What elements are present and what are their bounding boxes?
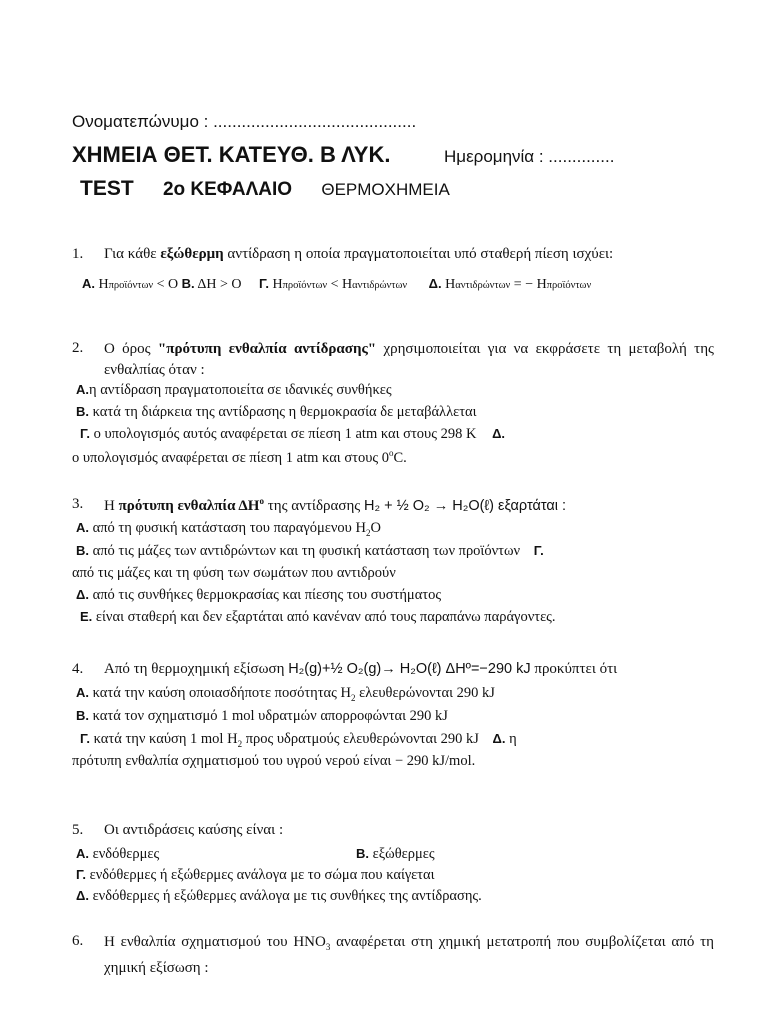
q5-option-b-label: Β. bbox=[356, 846, 369, 861]
q3-option-a-end: Ο bbox=[370, 520, 381, 536]
q4-option-a-end: ελευθερώνονται 290 kJ bbox=[355, 685, 495, 701]
q2-option-b-label: Β. bbox=[76, 404, 89, 419]
q2-option-d bbox=[72, 448, 407, 467]
q1-option-a-sub: προϊόντων bbox=[108, 280, 154, 291]
q3-option-a-sub: 2 bbox=[365, 527, 371, 538]
question-5-number: 5. bbox=[72, 822, 84, 838]
q2-option-d-label: Δ. bbox=[492, 426, 506, 441]
q1-option-c-label: Γ. bbox=[259, 276, 269, 291]
chapter-label: 2ο ΚΕΦΑΛΑΙΟ bbox=[162, 179, 293, 200]
q4-option-d bbox=[72, 753, 475, 770]
q3-option-e-text: είναι σταθερή και δεν εξαρτάται από κανέναν από τους παραπάνω παράγοντες. bbox=[95, 609, 556, 625]
question-1-number: 1. bbox=[72, 246, 84, 262]
q3-option-b-text: από τις μάζες των αντιδρώντων και τη φυσική κατάσταση των προϊόντων bbox=[92, 543, 521, 559]
q2-option-a-text: η αντίδραση πραγματοποιείτα σε ιδανικές συνθήκες bbox=[89, 382, 392, 398]
question-6-number: 6. bbox=[72, 933, 84, 949]
q1-option-c-mid: < Η bbox=[327, 277, 353, 292]
q6-text-pre: Η ενθαλπία σχηματισμού του ΗΝΟ bbox=[104, 934, 326, 950]
q1-option-d-sub2: προϊόντων bbox=[546, 280, 592, 291]
topic-label: ΘΕΡΜΟΧΗΜΕΙΑ bbox=[321, 180, 450, 199]
q1-text-post: αντίδραση η οποία πραγματοποιείται υπό σταθερή πίεση ισχύει: bbox=[223, 246, 614, 262]
q2-text-pre: Ο όρος bbox=[104, 341, 158, 357]
q4-equation: H₂(g)+½ O₂(g)→ H₂O(ℓ) ΔHº=−290 kJ bbox=[288, 661, 531, 677]
q3-option-e bbox=[80, 609, 556, 626]
q3-option-a-text: από τη φυσική κατάσταση του παραγόμενου Η bbox=[92, 520, 366, 536]
test-label: TEST bbox=[80, 177, 134, 200]
q2-option-a-label: Α. bbox=[76, 382, 89, 397]
q5-option-a bbox=[76, 846, 159, 863]
q3-text-post: εξαρτάται : bbox=[493, 498, 567, 514]
q4-option-a-label: Α. bbox=[76, 685, 89, 700]
q4-option-d-label: Δ. bbox=[492, 731, 506, 746]
q2-option-d-text: ο υπολογισμός αναφέρεται σε πίεση 1 atm και στους 0 bbox=[72, 449, 390, 466]
question-3-text bbox=[104, 496, 566, 515]
q2-text-post: χρησιμοποιείται για να εκφράσετε τη μεταβολή της ενθαλπίας όταν : bbox=[104, 341, 714, 378]
q1-option-c-sub2: αντιδρώντων bbox=[352, 280, 408, 291]
q5-option-d-text: ενδόθερμες ή εξώθερμες ανάλογα με τις συνθήκες της αντίδρασης. bbox=[92, 888, 482, 904]
q1-text-bold: εξώθερμη bbox=[160, 246, 224, 262]
q5-option-c-label: Γ. bbox=[76, 867, 86, 882]
q3-option-d-label: Δ. bbox=[76, 587, 89, 602]
q3-text-bold2: ΔΗ bbox=[235, 498, 260, 514]
q4-option-d-text1: η bbox=[509, 731, 517, 747]
q4-text-pre: Από τη θερμοχημική εξίσωση bbox=[104, 661, 289, 677]
q4-option-c-label: Γ. bbox=[80, 731, 90, 746]
q1-option-c-sub1: προϊόντων bbox=[282, 280, 328, 291]
q2-option-b-text: κατά τη διάρκεια της αντίδρασης η θερμοκρασία δε μεταβάλλεται bbox=[92, 404, 477, 420]
q4-option-a-sub: 2 bbox=[351, 692, 356, 703]
q2-option-c bbox=[80, 426, 505, 443]
date-field-label: Ημερομηνία : .............. bbox=[444, 147, 615, 166]
q3-option-a bbox=[76, 520, 381, 538]
q4-text-post: προκύπτει ότι bbox=[530, 661, 618, 677]
q4-option-b bbox=[76, 708, 448, 725]
q3-text-sup: o bbox=[259, 496, 264, 506]
q2-option-c-label: Γ. bbox=[80, 426, 90, 441]
q3-equation: H₂ + ½ O₂ → H₂O(ℓ) bbox=[364, 498, 494, 514]
question-3-number: 3. bbox=[72, 496, 84, 512]
question-1-options bbox=[82, 276, 591, 293]
q4-option-c bbox=[80, 731, 517, 749]
q1-option-d-label: Δ. bbox=[428, 276, 442, 291]
q2-option-d-end: C. bbox=[393, 449, 407, 466]
q5-option-a-text: ενδόθερμες bbox=[92, 846, 160, 862]
q6-text-sub: 3 bbox=[325, 942, 331, 952]
q3-option-b-label: Β. bbox=[76, 543, 89, 558]
q2-option-c-text: ο υπολογισμός αυτός αναφέρεται σε πίεση 1 atm και στους 298 K bbox=[93, 426, 477, 442]
page-title: ΧΗΜΕΙΑ ΘΕΤ. ΚΑΤΕΥΘ. Β ΛΥΚ. bbox=[72, 142, 391, 167]
q3-option-c-text: από τις μάζες και τη φύση των σωμάτων που αντιδρούν bbox=[72, 565, 396, 581]
q2-option-a bbox=[76, 382, 392, 399]
q4-option-c-sub: 2 bbox=[237, 738, 243, 749]
q3-text-bold: πρότυπη ενθαλπία bbox=[118, 498, 236, 514]
q3-option-c-label: Γ. bbox=[533, 543, 544, 558]
q4-option-b-label: Β. bbox=[76, 708, 89, 723]
q1-option-d-mid: = − Η bbox=[510, 277, 547, 292]
q2-text-bold: "πρότυπη ενθαλπία αντίδρασης" bbox=[157, 341, 377, 357]
q2-option-b bbox=[76, 404, 477, 421]
q3-option-d-text: από τις συνθήκες θερμοκρασίας και πίεσης του συστήματος bbox=[92, 587, 442, 603]
q5-option-c bbox=[76, 867, 435, 884]
q2-option-d-sup: o bbox=[389, 448, 394, 458]
q4-option-a bbox=[76, 685, 495, 703]
q1-option-d-sub1: αντιδρώντων bbox=[455, 280, 511, 291]
q4-option-b-text: κατά τον σχηματισμό 1 mol υδρατμών απορροφώνται 290 kJ bbox=[92, 708, 448, 724]
q4-option-c-end: προς υδρατμούς ελευθερώνονται 290 kJ bbox=[242, 731, 479, 747]
question-6-text bbox=[104, 932, 714, 979]
question-5-text: Οι αντιδράσεις καύσης είναι : bbox=[104, 822, 284, 838]
q3-text-mid: της αντίδρασης bbox=[263, 498, 365, 514]
q1-option-a-rest: < O bbox=[153, 277, 179, 292]
q3-option-a-label: Α. bbox=[76, 520, 89, 535]
question-2-number: 2. bbox=[72, 340, 84, 356]
q1-option-c-h1: Η bbox=[272, 277, 283, 292]
q1-option-d-h1: Η bbox=[445, 277, 456, 292]
q4-option-c-text: κατά την καύση 1 mol Η bbox=[93, 731, 238, 747]
name-field-label: Ονοματεπώνυμο : ........................................... bbox=[72, 112, 417, 131]
question-4-text bbox=[104, 661, 617, 678]
q3-option-b bbox=[76, 543, 544, 560]
question-4-number: 4. bbox=[72, 661, 84, 677]
test-heading bbox=[80, 177, 474, 201]
q5-option-c-text: ενδόθερμες ή εξώθερμες ανάλογα με το σώμα που καίγεται bbox=[89, 867, 435, 883]
q1-option-b-text: ΔΗ > O bbox=[197, 277, 242, 292]
question-1-text bbox=[104, 246, 613, 263]
q1-text-pre: Για κάθε bbox=[104, 246, 161, 262]
question-2-text bbox=[104, 339, 714, 381]
q5-option-a-label: Α. bbox=[76, 846, 89, 861]
q5-option-b bbox=[356, 846, 435, 863]
q3-option-c bbox=[72, 565, 396, 582]
q4-option-d-text2: πρότυπη ενθαλπία σχηματισμού του υγρού νερού είναι − 290 kJ/mol. bbox=[72, 753, 476, 769]
q3-text-pre: Η bbox=[104, 498, 119, 514]
q5-option-b-text: εξώθερμες bbox=[372, 846, 435, 862]
q5-option-d bbox=[76, 888, 482, 905]
q4-option-a-text: κατά την καύση οποιασδήποτε ποσότητας Η bbox=[92, 685, 351, 701]
q3-option-d bbox=[76, 587, 441, 604]
q1-option-a-label: Α. bbox=[82, 276, 95, 291]
q1-option-a-h: Η bbox=[98, 277, 109, 292]
q6-text-post: αναφέρεται στη χημική μετατροπή που συμβολίζεται από τη χημική εξίσωση : bbox=[104, 934, 714, 976]
q5-option-d-label: Δ. bbox=[76, 888, 89, 903]
q3-option-e-label: Ε. bbox=[80, 609, 93, 624]
q1-option-b-label: Β. bbox=[181, 276, 195, 291]
